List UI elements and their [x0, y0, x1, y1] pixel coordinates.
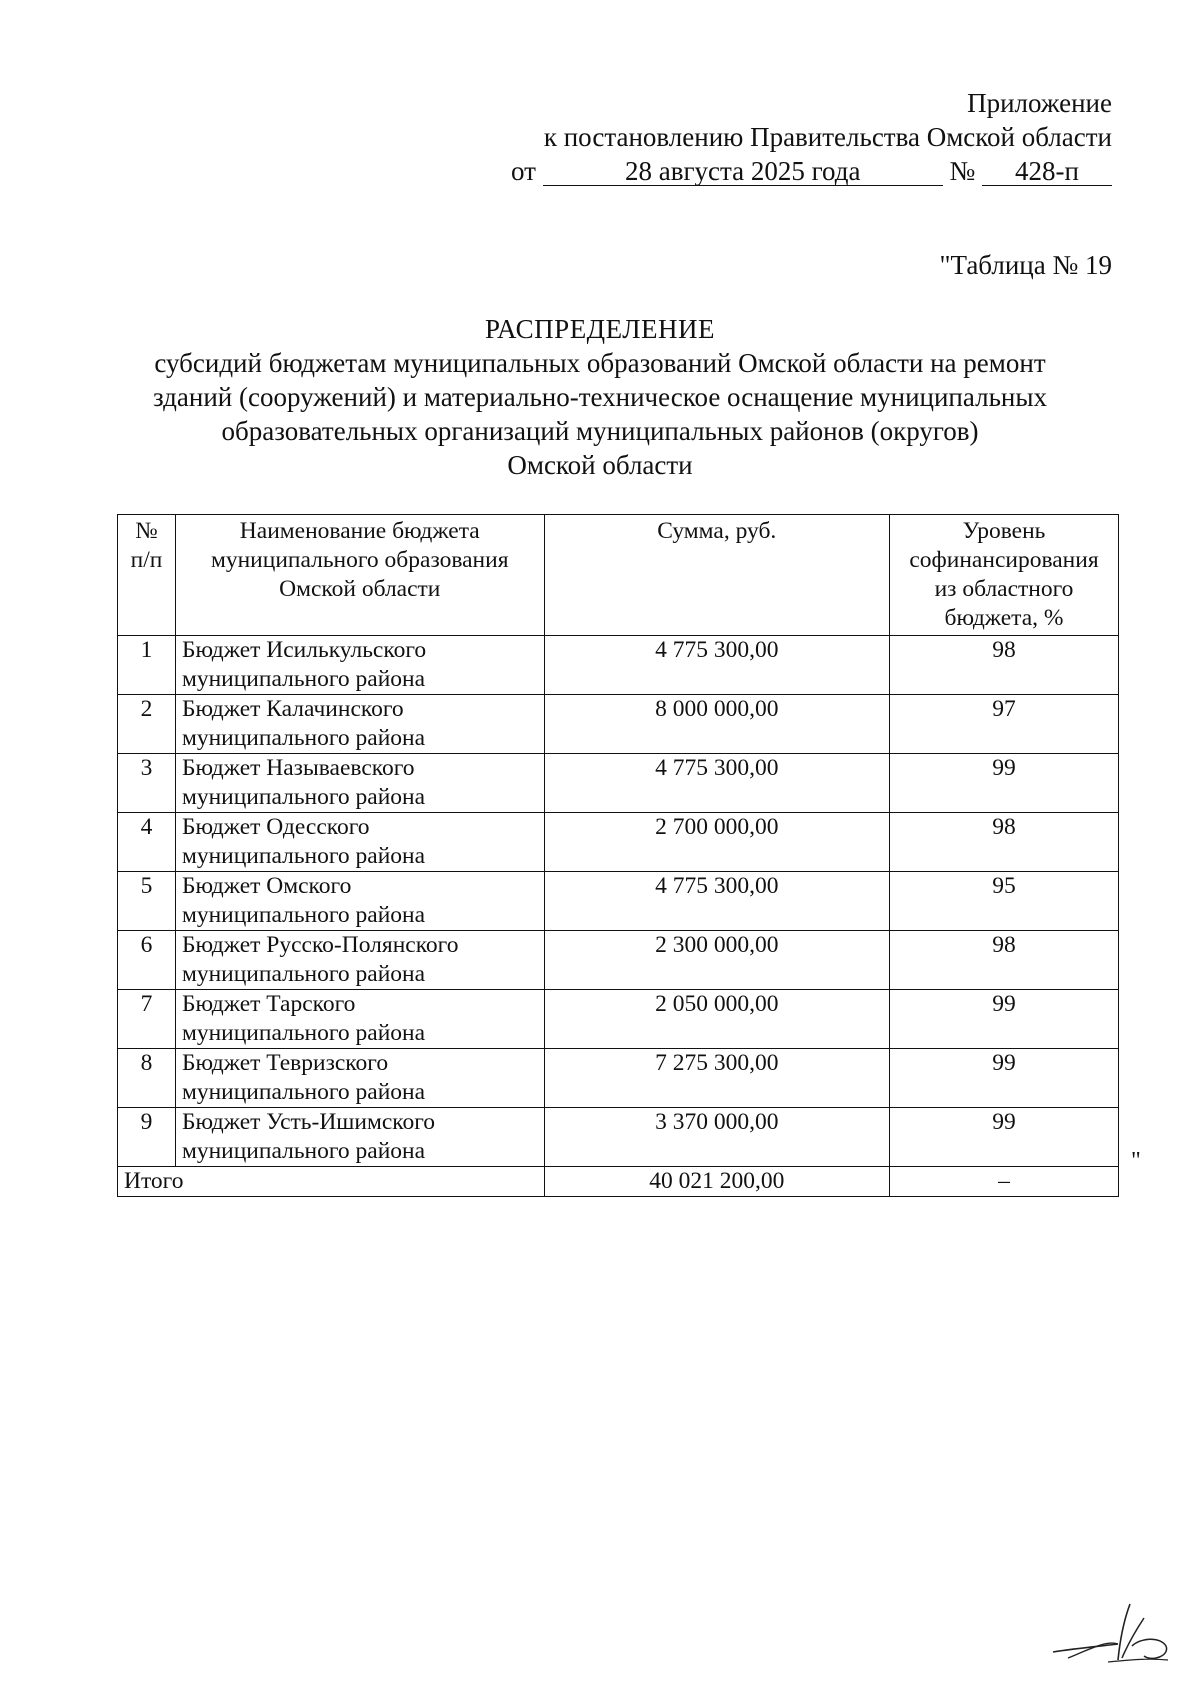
handwritten-signature — [1048, 1600, 1178, 1670]
header-level-line-4: бюджета, % — [944, 605, 1064, 631]
budget-name-line-1: Бюджет Исилькульского — [181, 637, 427, 663]
row-number: 9 — [118, 1108, 176, 1167]
table-row — [118, 1049, 1119, 1108]
budget-name-line-2: муниципального района — [181, 784, 426, 810]
budget-name-line-2: муниципального района — [181, 725, 426, 751]
row-budget-name — [175, 1108, 544, 1167]
resolution-date: 28 августа 2025 года — [543, 157, 943, 186]
row-budget-name — [175, 872, 544, 931]
row-level: 99 — [890, 1108, 1119, 1167]
table-row — [118, 872, 1119, 931]
budget-name-line-1: Бюджет Одесского — [181, 814, 370, 840]
document-heading — [110, 312, 1090, 482]
row-budget-name — [175, 754, 544, 813]
row-level: 99 — [890, 990, 1119, 1049]
row-sum: 8 000 000,00 — [544, 695, 889, 754]
table-row — [118, 931, 1119, 990]
budget-name-line-2: муниципального района — [181, 902, 426, 928]
budget-name-line-2: муниципального района — [181, 1079, 426, 1105]
total-label: Итого — [118, 1167, 545, 1197]
row-budget-name — [175, 990, 544, 1049]
budget-name-line-1: Бюджет Калачинского — [181, 696, 404, 722]
budget-name-line-2: муниципального района — [181, 843, 426, 869]
row-number: 3 — [118, 754, 176, 813]
table-row — [118, 754, 1119, 813]
row-number: 2 — [118, 695, 176, 754]
appendix-block — [472, 86, 1112, 188]
row-sum: 2 300 000,00 — [544, 931, 889, 990]
table-row — [118, 1108, 1119, 1167]
row-number: 8 — [118, 1049, 176, 1108]
row-sum: 4 775 300,00 — [544, 872, 889, 931]
row-level: 98 — [890, 813, 1119, 872]
header-num — [118, 515, 176, 636]
budget-name-line-2: муниципального района — [181, 961, 426, 987]
row-sum: 3 370 000,00 — [544, 1108, 889, 1167]
appendix-resolution: к постановлению Правительства Омской области — [543, 122, 1112, 152]
appendix-title: Приложение — [967, 88, 1112, 118]
budget-name-line-1: Бюджет Тевризского — [181, 1050, 389, 1076]
distribution-table — [117, 514, 1119, 1197]
row-budget-name — [175, 636, 544, 695]
budget-name-line-1: Бюджет Омского — [181, 873, 352, 899]
budget-name-line-1: Бюджет Усть-Ишимского — [181, 1109, 436, 1135]
table-total-row — [118, 1167, 1119, 1197]
header-level — [890, 515, 1119, 636]
row-level: 99 — [890, 1049, 1119, 1108]
header-name — [175, 515, 544, 636]
header-num-line-1: № — [135, 518, 158, 544]
resolution-number: 428-п — [982, 157, 1112, 186]
header-num-line-2: п/п — [130, 547, 163, 573]
table-row — [118, 990, 1119, 1049]
row-sum: 7 275 300,00 — [544, 1049, 889, 1108]
total-sum: 40 021 200,00 — [544, 1167, 889, 1197]
header-sum-label: Сумма, руб. — [657, 518, 777, 544]
header-name-line-1: Наименование бюджета — [239, 518, 480, 544]
row-number: 1 — [118, 636, 176, 695]
header-level-line-2: софинансирования — [909, 547, 1099, 573]
row-level: 95 — [890, 872, 1119, 931]
table-row — [118, 636, 1119, 695]
closing-quote: " — [1131, 1148, 1141, 1174]
budget-name-line-1: Бюджет Называевского — [181, 755, 415, 781]
row-budget-name — [175, 695, 544, 754]
row-number: 5 — [118, 872, 176, 931]
budget-name-line-1: Бюджет Русско-Полянского — [181, 932, 459, 958]
date-prefix: от — [511, 156, 536, 186]
appendix-date-line — [472, 154, 1112, 188]
row-level: 99 — [890, 754, 1119, 813]
heading-line-4: Омской области — [507, 450, 693, 480]
row-sum: 2 700 000,00 — [544, 813, 889, 872]
budget-name-line-2: муниципального района — [181, 1020, 426, 1046]
table-label: "Таблица № 19 — [939, 250, 1112, 280]
heading-line-2: зданий (сооружений) и материально-техническое оснащение муниципальных — [153, 382, 1047, 412]
budget-name-line-1: Бюджет Тарского — [181, 991, 356, 1017]
budget-name-line-2: муниципального района — [181, 666, 426, 692]
heading-line-3: образовательных организаций муниципальных районов (округов) — [221, 416, 979, 446]
heading-title: РАСПРЕДЕЛЕНИЕ — [484, 314, 716, 344]
table-header-row — [118, 515, 1119, 636]
row-level: 98 — [890, 636, 1119, 695]
header-sum — [544, 515, 889, 636]
number-prefix: № — [949, 156, 976, 186]
heading-line-1: субсидий бюджетам муниципальных образований Омской области на ремонт — [154, 348, 1046, 378]
row-sum: 2 050 000,00 — [544, 990, 889, 1049]
table-row — [118, 813, 1119, 872]
row-sum: 4 775 300,00 — [544, 636, 889, 695]
header-name-line-2: муниципального образования — [210, 547, 509, 573]
total-level: – — [890, 1167, 1119, 1197]
row-level: 98 — [890, 931, 1119, 990]
table-row — [118, 695, 1119, 754]
row-budget-name — [175, 931, 544, 990]
header-name-line-3: Омской области — [279, 576, 441, 602]
row-budget-name — [175, 813, 544, 872]
row-number: 6 — [118, 931, 176, 990]
row-number: 7 — [118, 990, 176, 1049]
row-number: 4 — [118, 813, 176, 872]
header-level-line-1: Уровень — [962, 518, 1046, 544]
row-budget-name — [175, 1049, 544, 1108]
row-sum: 4 775 300,00 — [544, 754, 889, 813]
budget-name-line-2: муниципального района — [181, 1138, 426, 1164]
header-level-line-3: из областного — [934, 576, 1074, 602]
row-level: 97 — [890, 695, 1119, 754]
